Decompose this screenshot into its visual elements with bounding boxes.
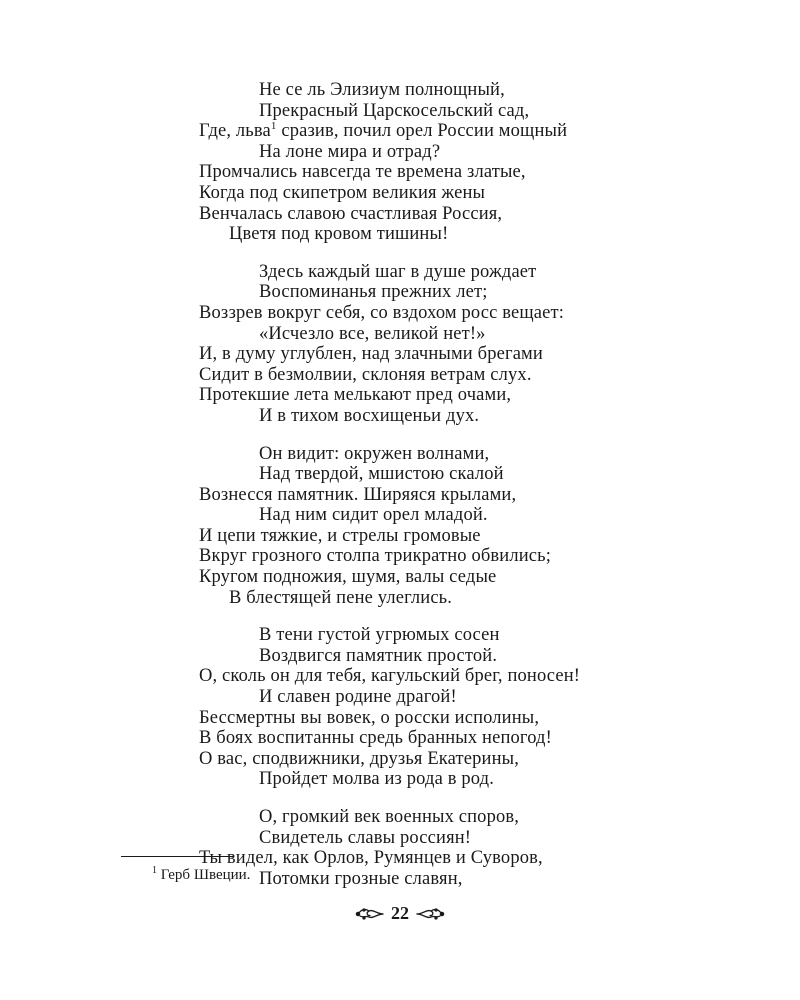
poem-line bbox=[0, 526, 800, 547]
poem-line-text: Ты видел, как Орлов, Румянцев и Суворов, bbox=[199, 848, 543, 869]
poem-line bbox=[0, 625, 800, 646]
poem-line-text: Сидит в безмолвии, склоняя ветрам слух. bbox=[199, 364, 532, 385]
poem-line-text: Воспоминанья прежних лет; bbox=[259, 282, 488, 303]
stanza bbox=[0, 444, 800, 609]
poem-line-text: Бессмертны вы вовек, о росски исполины, bbox=[199, 707, 540, 728]
footnote-text: Герб Швеции. bbox=[157, 867, 251, 883]
poem-line bbox=[0, 666, 800, 687]
poem-line bbox=[0, 282, 800, 303]
poem-line-text: Протекшие лета мелькают пред очами, bbox=[199, 385, 512, 406]
poem-line-text-continued: сразив, почил орел России мощный bbox=[276, 121, 568, 142]
page-number-block bbox=[0, 902, 800, 926]
poem-line-text: Свидетель славы россиян! bbox=[259, 827, 472, 848]
poem-line-text: Не се ль Элизиум полнощный, bbox=[259, 80, 505, 100]
poem-line-text: Вознесся памятник. Ширяяся крылами, bbox=[199, 484, 517, 505]
poem-line bbox=[0, 444, 800, 465]
poem-line bbox=[0, 646, 800, 667]
poem-line bbox=[0, 101, 800, 122]
poem-line-text: Промчались навсегда те времена златые, bbox=[199, 162, 526, 183]
poem-line bbox=[0, 406, 800, 427]
poem-line-text: Он видит: окружен волнами, bbox=[259, 443, 490, 464]
poem-line bbox=[0, 344, 800, 365]
poem-line-text: И, в думу углублен, над злачными брегами bbox=[199, 344, 543, 365]
poem-line bbox=[0, 365, 800, 386]
poem-line-text: Здесь каждый шаг в душе рождает bbox=[259, 261, 537, 282]
poem-line-text: О, громкий век военных споров, bbox=[259, 807, 520, 827]
poem-line bbox=[0, 869, 800, 890]
poem-line-text: Потомки грозные славян, bbox=[259, 868, 463, 889]
poem-line bbox=[0, 303, 800, 324]
poem-line-text: Венчалась славою счастливая Россия, bbox=[199, 203, 503, 224]
stanza bbox=[0, 262, 800, 427]
footnote bbox=[152, 866, 250, 884]
poem-line bbox=[0, 828, 800, 849]
poem-line-text: О вас, сподвижники, друзья Екатерины, bbox=[199, 748, 519, 769]
stanza bbox=[0, 807, 800, 889]
stanza bbox=[0, 625, 800, 790]
right-ornament-icon bbox=[415, 904, 445, 926]
poem-line-text: «Исчезло все, великой нет!» bbox=[259, 323, 486, 344]
poem-line bbox=[0, 224, 800, 245]
poem-line bbox=[0, 687, 800, 708]
poem-line bbox=[0, 262, 800, 283]
stanza bbox=[0, 80, 800, 245]
poem-line bbox=[0, 204, 800, 225]
poem-line-text: Кругом подножия, шумя, валы седые bbox=[199, 567, 497, 588]
poem-line-text: Воззрев вокруг себя, со вздохом росс вещает: bbox=[199, 302, 565, 323]
poem-line bbox=[0, 183, 800, 204]
poem-line bbox=[0, 567, 800, 588]
poem-line-text: И в тихом восхищеньи дух. bbox=[259, 405, 480, 426]
poem-line bbox=[0, 769, 800, 790]
poem-line-text: Над твердой, мшистою скалой bbox=[259, 464, 504, 485]
poem-line bbox=[0, 728, 800, 749]
poem-line bbox=[0, 324, 800, 345]
poem-line bbox=[0, 464, 800, 485]
poem-line-text: В боях воспитанны средь бранных непогод! bbox=[199, 728, 552, 749]
poem-line bbox=[0, 121, 800, 142]
page-number: 22 bbox=[391, 903, 409, 923]
poem-line bbox=[0, 749, 800, 770]
poem-line-text: О, сколь он для тебя, кагульский брег, поносен! bbox=[199, 666, 581, 687]
poem-line bbox=[0, 848, 800, 869]
footnote-divider bbox=[121, 856, 233, 857]
poem-line-text: Когда под скипетром великия жены bbox=[199, 182, 486, 203]
poem-line bbox=[0, 807, 800, 828]
poem-line-text: В тени густой угрюмых сосен bbox=[259, 625, 500, 646]
poem-line bbox=[0, 708, 800, 729]
footnote-marker: 1 bbox=[152, 865, 157, 876]
poem-line-text: Над ним сидит орел младой. bbox=[259, 505, 488, 526]
poem-line-text: На лоне мира и отрад? bbox=[259, 141, 441, 162]
poem-line-text: Прекрасный Царскосельский сад, bbox=[259, 100, 530, 121]
poem-line bbox=[0, 505, 800, 526]
poem-line bbox=[0, 162, 800, 183]
poem-line bbox=[0, 588, 800, 609]
poem-line-text: И славен родине драгой! bbox=[259, 687, 457, 708]
poem-line bbox=[0, 546, 800, 567]
poem-line bbox=[0, 485, 800, 506]
poem-line bbox=[0, 142, 800, 163]
poem-line-text: Цветя под кровом тишины! bbox=[229, 224, 449, 245]
poem-line-text: И цепи тяжкие, и стрелы громовые bbox=[199, 525, 481, 546]
poem-text bbox=[0, 80, 800, 906]
poem-line-text: В блестящей пене улеглись. bbox=[229, 587, 453, 608]
footnote-reference: 1 bbox=[270, 120, 277, 133]
poem-line-text: Вкруг грозного столпа трикратно обвились; bbox=[199, 546, 552, 567]
poem-line-text: Воздвигся памятник простой. bbox=[259, 645, 498, 666]
poem-line-text: Где, льва bbox=[199, 121, 271, 142]
left-ornament-icon bbox=[355, 904, 385, 926]
poem-line bbox=[0, 80, 800, 101]
poem-line bbox=[0, 385, 800, 406]
poem-line-text: Пройдет молва из рода в род. bbox=[259, 769, 494, 790]
